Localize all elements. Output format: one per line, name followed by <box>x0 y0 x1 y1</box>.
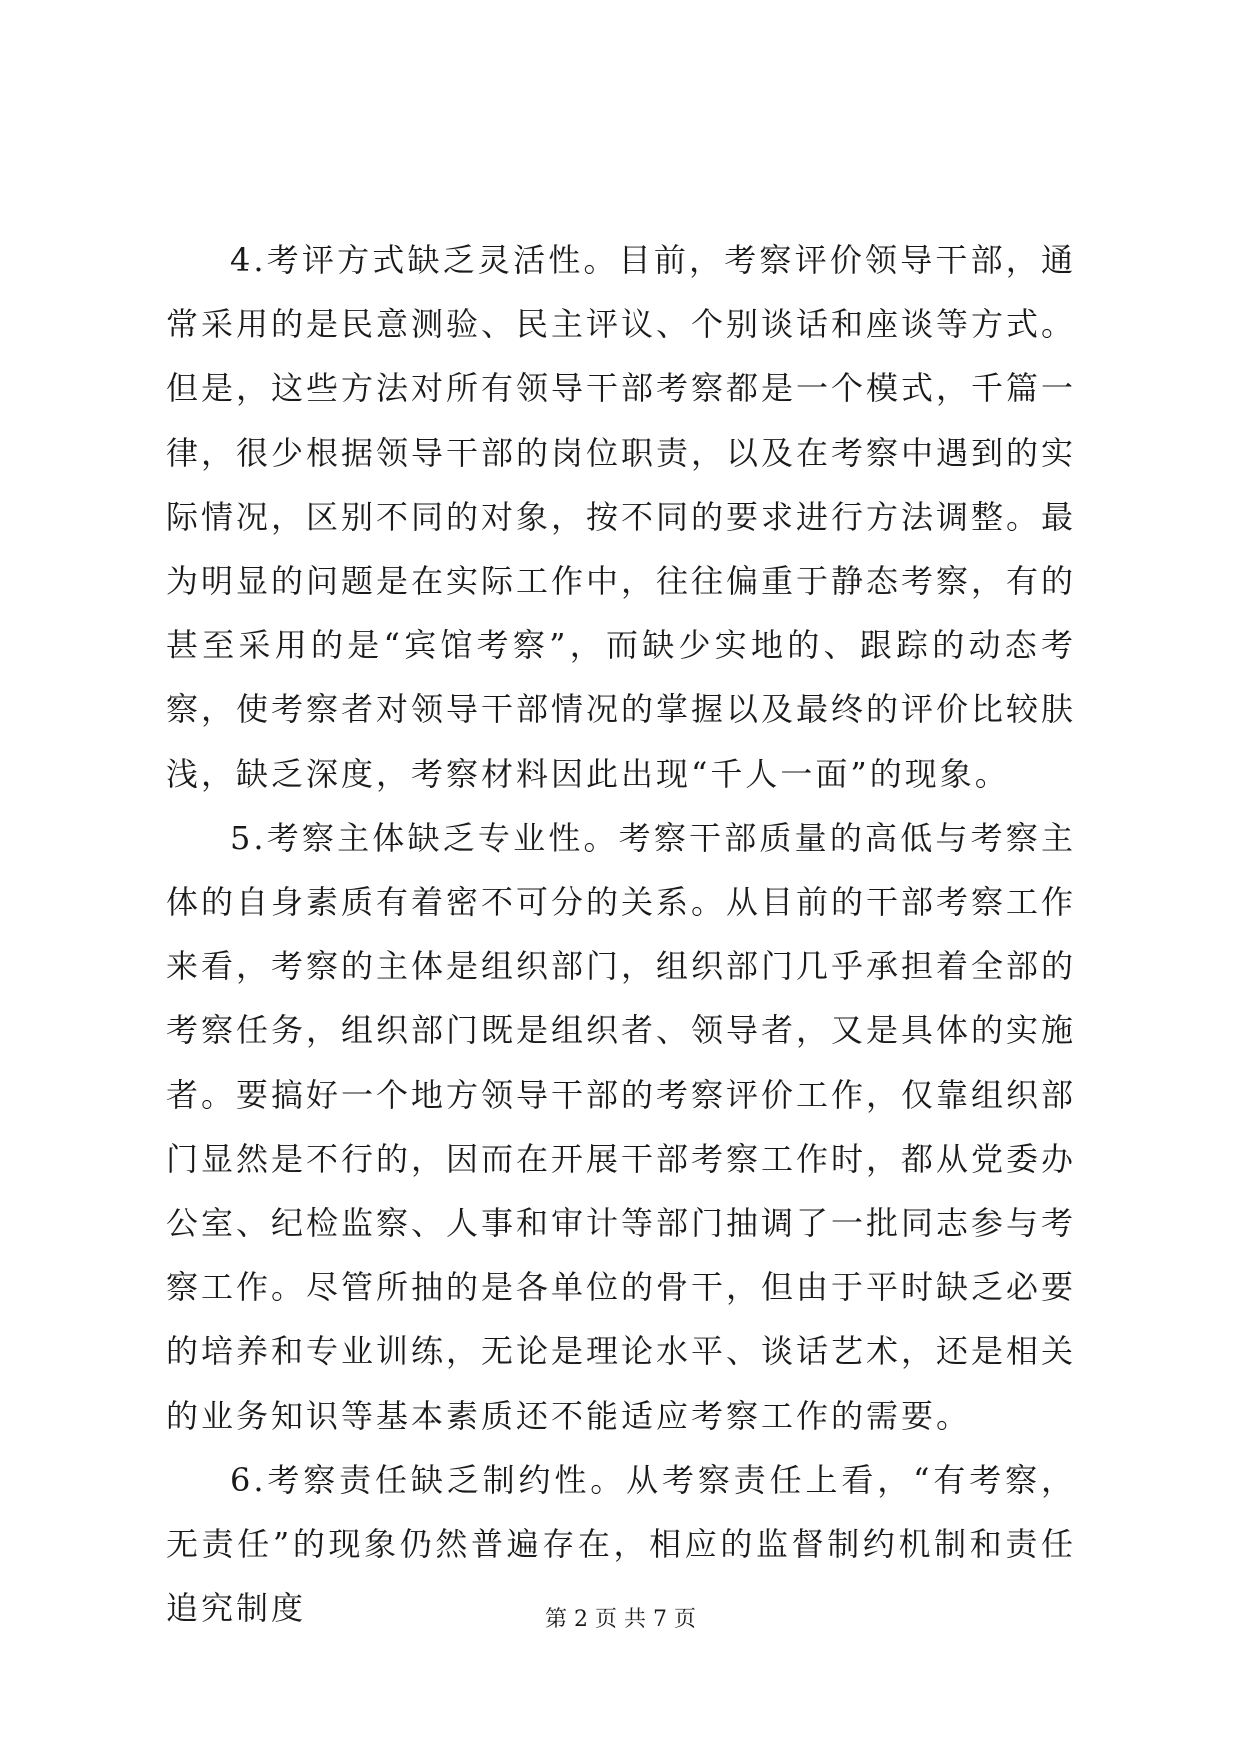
paragraph-item-6: 6.考察责任缺乏制约性。从考察责任上看，“有考察，无责任”的现象仍然普遍存在，相应的监督制约机制和责任追究制度 <box>166 1460 1076 1628</box>
page-number-footer: 第 2 页 共 7 页 <box>545 1607 696 1632</box>
paragraph-item-5: 5.考察主体缺乏专业性。考察干部质量的高低与考察主体的自身素质有着密不可分的关系。从目前的干部考察工作来看，考察的主体是组织部门，组织部门几乎承担着全部的考察任务，组织部门既是组织者、领导者，又是具体的实施者。要搞好一个地方领导干部的考察评价工作，仅靠组织部门显然是不行的，因而在开展干部考察工作时，都从党委办公室、纪检监察、人事和审计等部门抽调了一批同志参与考察工作。尽管所抽的是各单位的骨干，但由于平时缺乏必要的培养和专业训练，无论是理论水平、谈话艺术，还是相关的业务知识等基本素质还不能适应考察工作的需要。 <box>166 818 1077 1435</box>
document-body <box>166 228 1076 1640</box>
paragraph-item-4: 4.考评方式缺乏灵活性。目前，考察评价领导干部，通常采用的是民意测验、民主评议、个别谈话和座谈等方式。但是，这些方法对所有领导干部考察都是一个模式，千篇一律，很少根据领导干部的岗位职责，以及在考察中遇到的实际情况，区别不同的对象，按不同的要求进行方法调整。最为明显的问题是在实际工作中，往往偏重于静态考察，有的甚至采用的是“宾馆考察”，而缺少实地的、跟踪的动态考察，使考察者对领导干部情况的掌握以及最终的评价比较肤浅，缺乏深度，考察材料因此出现“千人一面”的现象。 <box>166 241 1077 793</box>
